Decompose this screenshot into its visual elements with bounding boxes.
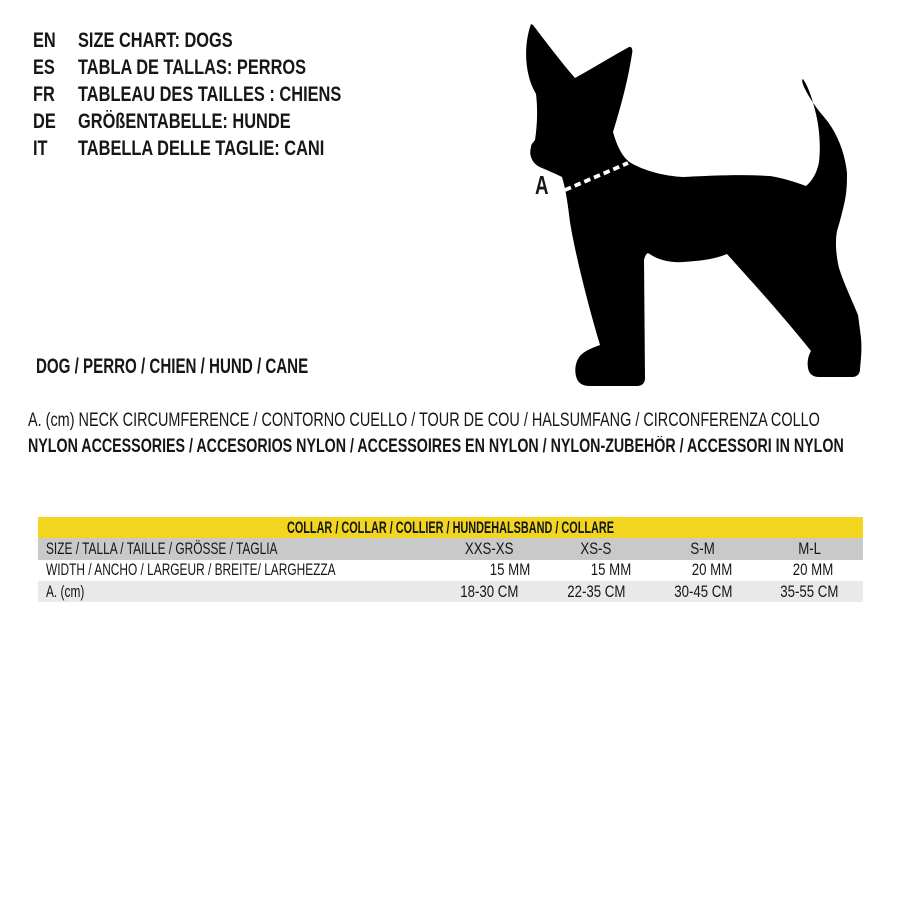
language-title: TABLEAU DES TAILLES : CHIENS [78,83,342,106]
measurement-note-line: A. (cm) NECK CIRCUMFERENCE / CONTORNO CUELLO / TOUR DE COU / HALSUMFANG / CIRCONFERENZA COLLO [28,410,820,431]
measure-label-a: A [535,169,549,200]
language-row-it [33,135,416,162]
collar-size-table [38,517,863,602]
width-value: 20 MM [691,560,733,580]
row-label: A. (cm) [46,581,85,601]
dog-body-shape [526,24,861,386]
table-row-width [38,560,863,582]
dog-diagram [500,10,900,410]
neck-range-value: 18-30 CM [460,581,519,601]
material-note-line: NYLON ACCESSORIES / ACCESORIOS NYLON / ACCESSOIRES EN NYLON / NYLON-ZUBEHÖR / ACCESSORI IN NYLON [28,436,844,457]
animal-caption: DOG / PERRO / CHIEN / HUND / CANE [36,355,309,378]
row-label: SIZE / TALLA / TAILLE / GRÖSSE / TAGLIA [46,538,278,558]
neck-range-value: 35-55 CM [780,581,839,601]
table-row-size [38,538,863,560]
language-list [33,27,416,162]
language-title: SIZE CHART: DOGS [78,29,233,52]
table-header-title: COLLAR / COLLAR / COLLIER / HUNDEHALSBAND / COLLARE [286,517,614,537]
language-title: GRÖßENTABELLE: HUNDE [78,110,291,133]
size-value: S-M [690,538,716,558]
width-value: 20 MM [792,560,833,580]
language-code: DE [33,110,56,133]
language-title: TABELLA DELLE TAGLIE: CANI [78,137,325,160]
language-row-fr [33,81,416,108]
language-code: EN [33,29,56,52]
language-row-es [33,54,416,81]
neck-range-value: 22-35 CM [567,581,626,601]
language-row-en [33,27,416,54]
table-row-neck-cm [38,581,863,602]
neck-range-value: 30-45 CM [673,581,732,601]
width-value: 15 MM [489,560,531,580]
row-label: WIDTH / ANCHO / LARGEUR / BREITE/ LARGHEZZA [46,560,336,580]
size-value: M-L [798,538,822,558]
size-value: XS-S [580,538,612,558]
language-title: TABLA DE TALLAS: PERROS [78,56,307,79]
size-value: XXS-XS [465,538,514,558]
language-code: IT [33,137,48,160]
language-code: FR [33,83,55,106]
language-row-de [33,108,416,135]
width-value: 15 MM [590,560,632,580]
table-header [38,517,863,538]
chihuahua-dog-silhouette-icon [500,10,900,410]
language-code: ES [33,56,55,79]
